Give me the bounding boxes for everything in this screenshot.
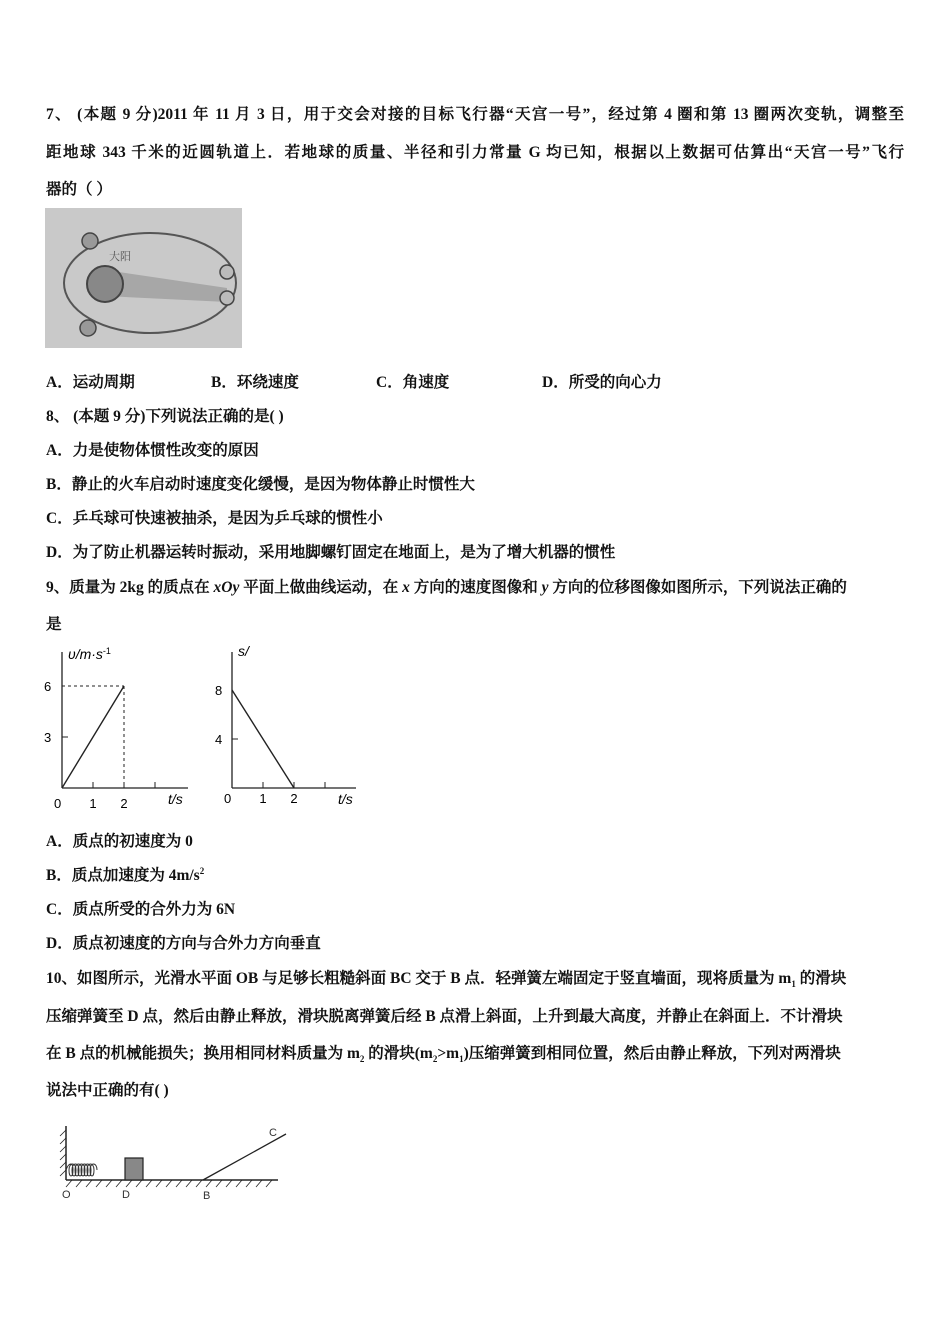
q8-option-d: D．为了防止机器运转时振动，采用地脚螺钉固定在地面上，是为了增大机器的惯性 xyxy=(46,544,616,561)
velocity-chart-y-tick-label-3: 3 xyxy=(44,730,52,745)
q10-stem-line1 xyxy=(46,966,904,989)
displacement-chart-origin-label: 0 xyxy=(224,791,232,806)
label-o: O xyxy=(62,1189,71,1201)
q10-line3-sub3: 1 xyxy=(459,1054,464,1065)
displacement-chart-y-tick-label-8: 8 xyxy=(215,683,223,698)
slider-block xyxy=(125,1158,143,1180)
q7-option-a: A．运动周期 xyxy=(46,374,135,391)
q10-line1-end: 的滑块 xyxy=(795,970,847,987)
q10-line3-sub2: 2 xyxy=(432,1054,438,1065)
q10-line3-sub1: 2 xyxy=(359,1054,365,1065)
velocity-chart-y-label-sup: -1 xyxy=(102,646,111,656)
q9-stem-part-d: 方向的位移图像如图所示，下列说法正确的 xyxy=(548,579,847,596)
velocity-time-chart xyxy=(38,640,198,812)
orbit-figure-svg xyxy=(45,208,242,348)
q8-stem: 8、 (本题 9 分)下列说法正确的是( ) xyxy=(46,408,284,425)
ground-hatching xyxy=(66,1180,272,1187)
planet-bottom xyxy=(80,320,96,336)
q10-line1-main: 10、如图所示，光滑水平面 OB 与足够长粗糙斜面 BC 交于 B 点．轻弹簧左端固定于竖直墙面，现将质量为 m xyxy=(46,970,792,987)
q8-option-a: A．力是使物体惯性改变的原因 xyxy=(46,442,259,459)
planet-right-top xyxy=(220,265,234,279)
displacement-chart-x-tick-label-1: 1 xyxy=(259,791,267,806)
q9-option-d: D．质点初速度的方向与合外力方向垂直 xyxy=(46,935,321,952)
label-d: D xyxy=(122,1189,130,1201)
planet-right-bottom xyxy=(220,291,234,305)
q7-stem-line1: 7、 (本题 9 分)2011 年 11 月 3 日，用于交会对接的目标飞行器“天宫一号”，经过第 4 圈和第 13 圈两次变轨，调整至 xyxy=(46,106,904,123)
q9-stem-x: x xyxy=(402,579,410,596)
q9-option-b-text: B．质点加速度为 4m/s xyxy=(46,867,200,884)
incline-line xyxy=(203,1134,286,1180)
q10-stem-line4: 说法中正确的有( ) xyxy=(46,1082,169,1099)
q10-line3-a: 在 B 点的机械能损失；换用相同材料质量为 m xyxy=(46,1045,360,1062)
velocity-chart-y-label xyxy=(68,646,111,662)
label-b: B xyxy=(203,1190,211,1202)
spring-incline-figure xyxy=(58,1120,293,1205)
velocity-chart-x-tick-label-1: 1 xyxy=(89,796,97,811)
q10-stem-line3 xyxy=(46,1041,904,1064)
q8-option-c: C．乒乓球可快速被抽杀，是因为乒乓球的惯性小 xyxy=(46,510,383,527)
q7-option-c: C．角速度 xyxy=(376,374,450,391)
orbit-figure xyxy=(45,208,242,348)
displacement-chart-y-tick-label-4: 4 xyxy=(215,732,223,747)
q8-option-b: B．静止的火车启动时速度变化缓慢，是因为物体静止时惯性大 xyxy=(46,476,475,493)
q9-option-c: C．质点所受的合外力为 6N xyxy=(46,901,236,918)
q9-option-b-sup: 2 xyxy=(199,865,205,876)
q9-option-b xyxy=(46,863,204,885)
q9-stem-line2: 是 xyxy=(46,616,62,633)
q9-stem-part-a: 9、质量为 2kg 的质点在 xyxy=(46,579,214,596)
velocity-chart-x-tick-label-2: 2 xyxy=(120,796,128,811)
q7-stem-line2: 距地球 343 千米的近圆轨道上．若地球的质量、半径和引力常量 G 均已知，根据以上数据可估算出“天宫一号”飞行 xyxy=(46,144,904,161)
velocity-chart-y-tick-label-6: 6 xyxy=(44,679,52,694)
q7-option-b: B．环绕速度 xyxy=(211,374,299,391)
q10-stem-line2: 压缩弹簧至 D 点，然后由静止释放，滑块脱离弹簧后经 B 点滑上斜面，上升到最大高度，并静止在斜面上．不计滑块 xyxy=(46,1008,843,1025)
displacement-chart-series-line xyxy=(232,690,294,788)
q10-line1-sub: 1 xyxy=(791,979,796,990)
q9-stem-line1 xyxy=(46,575,904,597)
q10-line3-c: >m xyxy=(437,1045,460,1062)
spring-coil xyxy=(66,1164,97,1176)
q9-stem-y: y xyxy=(541,579,549,596)
velocity-chart-series-line xyxy=(62,686,124,788)
displacement-chart-x-label: t/s xyxy=(338,791,353,807)
q7-option-d: D．所受的向心力 xyxy=(542,374,662,391)
velocity-chart-x-label: t/s xyxy=(168,791,183,807)
label-c: C xyxy=(269,1127,277,1139)
sun-label: 大阳 xyxy=(109,251,131,263)
q9-stem-part-b: 平面上做曲线运动，在 xyxy=(239,579,403,596)
wall-hatching xyxy=(60,1130,66,1176)
sun-circle xyxy=(87,266,123,302)
q10-line3-b: 的滑块(m xyxy=(364,1045,433,1062)
displacement-chart-y-label: s/ xyxy=(238,643,249,659)
velocity-chart-y-label-main: υ/m·s xyxy=(68,646,103,662)
displacement-time-chart xyxy=(206,640,366,812)
q9-stem-xoy: xOy xyxy=(213,579,240,596)
planet-top xyxy=(82,233,98,249)
q9-stem-part-c: 方向的速度图像和 xyxy=(409,579,542,596)
q10-line3-d: )压缩弹簧到相同位置，然后由静止释放，下列对两滑块 xyxy=(463,1045,841,1062)
velocity-chart-origin-label: 0 xyxy=(54,796,62,811)
q7-stem-line3: 器的（ ） xyxy=(46,181,112,198)
q9-option-a: A．质点的初速度为 0 xyxy=(46,833,193,850)
displacement-chart-x-tick-label-2: 2 xyxy=(290,791,298,806)
